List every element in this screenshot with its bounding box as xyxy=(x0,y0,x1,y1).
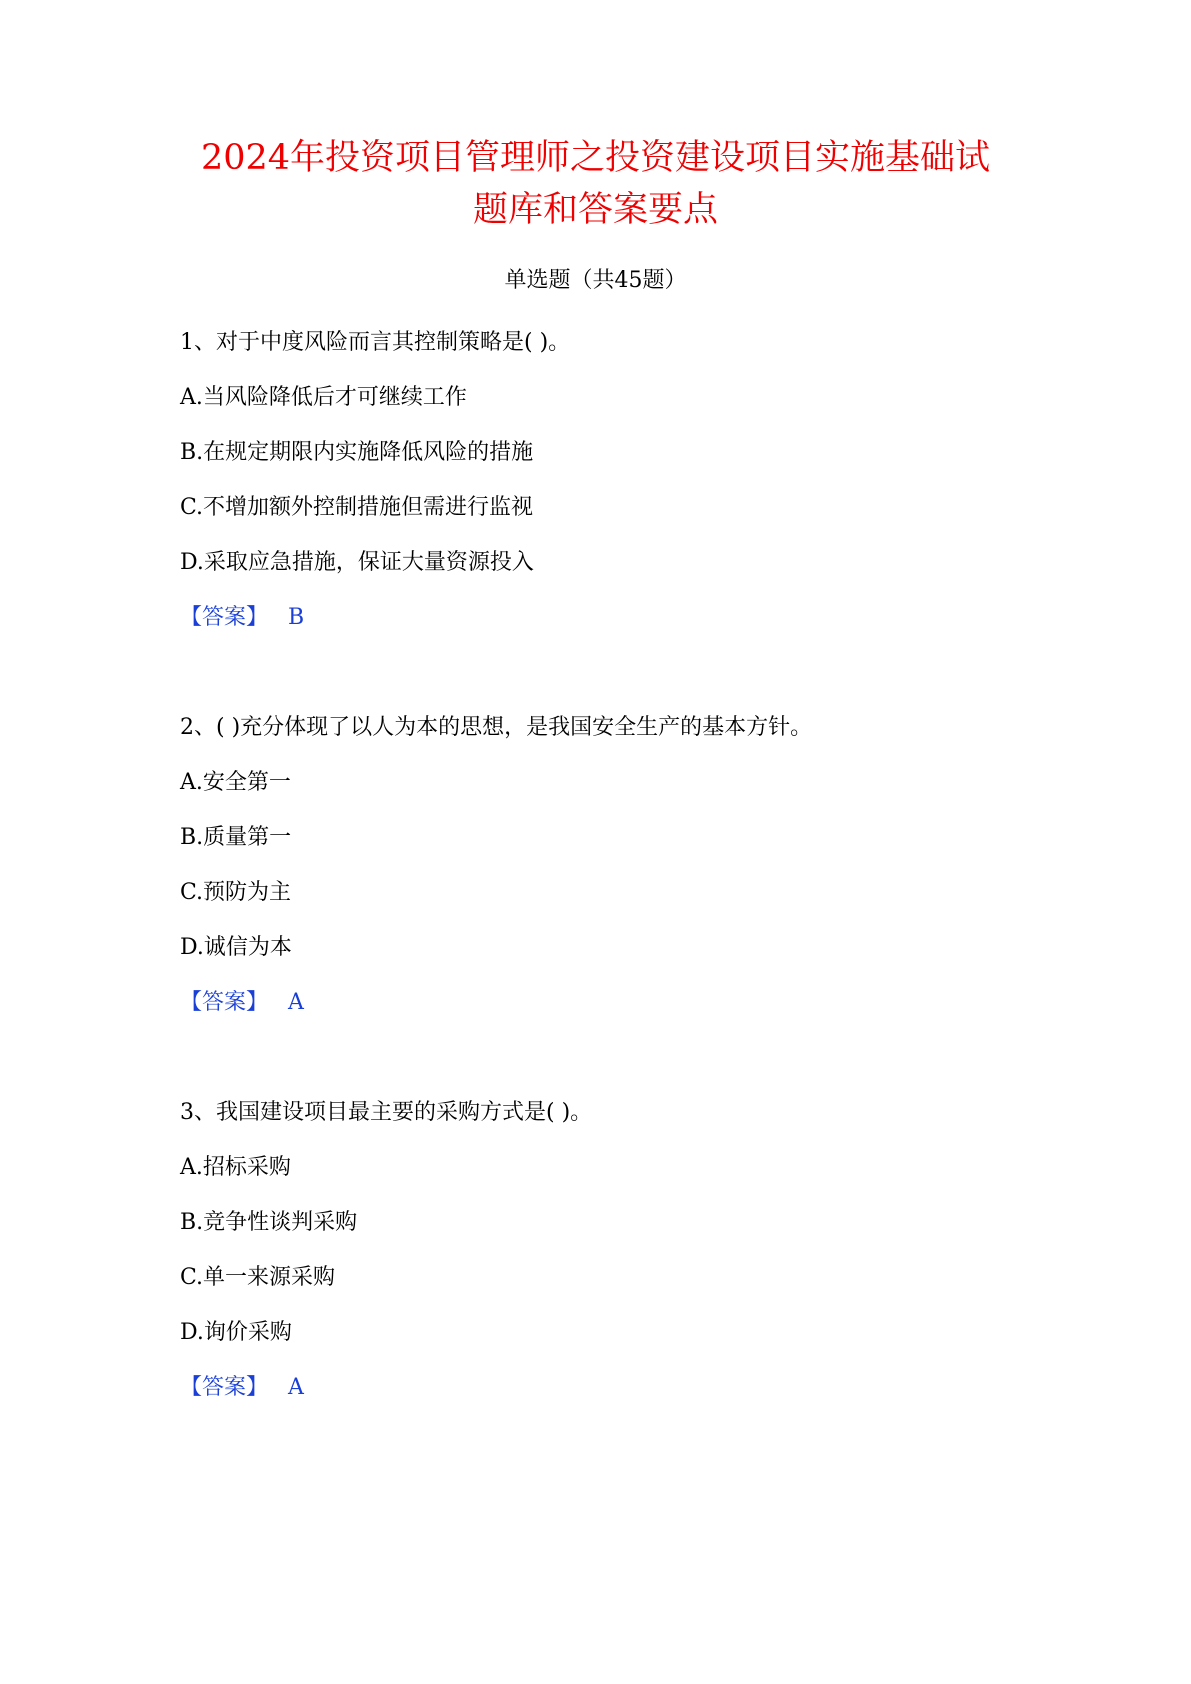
section-heading: 单选题（共45题） xyxy=(504,268,687,293)
answer-label: 【答案】 xyxy=(180,605,269,630)
answer-label: 【答案】 xyxy=(180,1375,269,1400)
question-2-answer xyxy=(180,988,304,1018)
answer-label: 【答案】 xyxy=(180,990,269,1015)
question-2-option-d: D.诚信为本 xyxy=(180,935,292,960)
question-3-stem: 3、我国建设项目最主要的采购方式是( )。 xyxy=(180,1100,593,1125)
question-1-option-c: C.不增加额外控制措施但需进行监视 xyxy=(180,495,534,520)
question-2-option-c: C.预防为主 xyxy=(180,880,292,905)
document-title-line-2: 题库和答案要点 xyxy=(472,190,718,230)
document-title xyxy=(150,132,1041,236)
question-2-stem: 2、( )充分体现了以人为本的思想，是我国安全生产的基本方针。 xyxy=(180,715,813,740)
answer-value: A xyxy=(288,1375,304,1400)
document-title-line-1: 2024年投资项目管理师之投资建设项目实施基础试 xyxy=(200,138,991,178)
question-1-option-a: A.当风险降低后才可继续工作 xyxy=(180,385,467,410)
question-3-option-c: C.单一来源采购 xyxy=(180,1265,336,1290)
question-1-answer xyxy=(180,603,304,633)
question-1-option-d: D.采取应急措施，保证大量资源投入 xyxy=(180,550,534,575)
question-2-option-a: A.安全第一 xyxy=(180,770,291,795)
question-1-stem: 1、对于中度风险而言其控制策略是( )。 xyxy=(180,330,571,355)
question-3-answer xyxy=(180,1373,304,1403)
question-3-option-b: B.竞争性谈判采购 xyxy=(180,1210,358,1235)
question-3-option-d: D.询价采购 xyxy=(180,1320,292,1345)
answer-value: B xyxy=(288,605,305,630)
question-3-option-a: A.招标采购 xyxy=(180,1155,291,1180)
answer-value: A xyxy=(288,990,304,1015)
question-1-option-b: B.在规定期限内实施降低风险的措施 xyxy=(180,440,534,465)
question-2-option-b: B.质量第一 xyxy=(180,825,292,850)
